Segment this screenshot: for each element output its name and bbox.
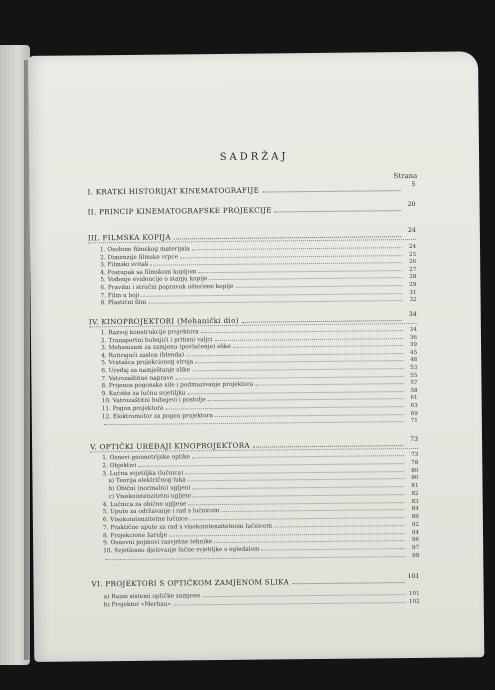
toc-entry-page: 27	[409, 266, 417, 273]
dot-leader	[186, 353, 403, 356]
toc-entry-text: 1. Osobine filmskog materijala	[100, 246, 190, 254]
toc-entry-text: 7. Praktične upute za rad s visokointenzitetnom lučnicom	[102, 523, 273, 531]
toc-entry-page: 39	[409, 342, 418, 349]
dot-leader	[195, 360, 403, 363]
dot-leader	[175, 376, 403, 379]
toc-entry-page: 78	[411, 459, 419, 466]
toc-title: SADRŽAJ	[219, 151, 289, 163]
dot-leader	[214, 338, 403, 341]
toc-entry-text: b) Obični (normalni) ugljeni	[108, 485, 191, 493]
toc-entry-page: 69	[410, 410, 418, 417]
toc-entry-text: a) Razni sistemi optičke zamjene	[103, 593, 201, 601]
toc-entry-text: 5. Vođenje evidencije o stanju kopije	[100, 276, 208, 284]
toc-entry-page: 84	[411, 506, 419, 513]
toc-entry-text: 10. Vatrozaštitni bubnjevi i postolje	[101, 397, 206, 405]
dot-leader	[274, 525, 405, 527]
dot-leader	[192, 247, 402, 250]
toc-section-row	[87, 200, 416, 217]
dot-leader	[188, 391, 404, 394]
toc-section-title: V. OPTIČKI UREĐAJI KINOPROJEKTORA	[90, 440, 250, 452]
dot-leader	[173, 602, 406, 605]
toc-entry-page: 82	[411, 490, 419, 497]
toc-entry-page: 34	[409, 326, 417, 334]
dot-leader	[208, 398, 404, 401]
toc-entry-page: 63	[410, 402, 418, 410]
dot-leader	[233, 345, 403, 348]
toc-entry-text: 11. Pogon projektora	[101, 405, 164, 413]
dot-leader	[221, 509, 404, 512]
dot-leader	[169, 533, 405, 536]
toc-section-title: III. FILMSKA KOPIJA	[87, 232, 171, 243]
toc-section-page: 34	[408, 310, 417, 319]
dot-leader	[262, 548, 406, 551]
toc-section-title: IV. KINOPROJEKTORI (Mehanički dio)	[88, 315, 239, 327]
toc-entry-page: 96	[411, 537, 420, 544]
toc-entry-text: 4. Postupak sa filmskom kopijom	[100, 269, 197, 277]
dot-leader	[255, 383, 403, 386]
toc-entry-page: 81	[411, 482, 419, 490]
toc-section-page: 24	[407, 226, 416, 235]
toc-section-row	[91, 572, 420, 589]
toc-entry-page: 58	[410, 387, 418, 394]
toc-entry-text: 10. Svjetlosno djelovanje lučne svjetiljke s ogledalom	[103, 546, 260, 555]
toc-section-row	[87, 180, 416, 197]
toc-entry-text: c) Visokointenzitetni ugljeni	[108, 493, 192, 500]
dot-leader	[150, 262, 402, 266]
toc-entry-text: 6. Visokointenzitetne lučnice	[102, 516, 188, 524]
toc-entry-page: 102	[409, 599, 420, 606]
toc-entry-text: 7. Vatrozaštitne naprave	[101, 375, 174, 382]
dot-leader	[262, 190, 400, 192]
dot-leader	[215, 414, 404, 417]
toc-entry-text: 9. Osnovni pojmovi rasvjetne tehnike	[103, 539, 213, 547]
toc-section-page: 20	[407, 200, 416, 209]
toc-section-title: VI. PROJEKTORI S OPTIČKOM ZAMJENOM SLIKA	[91, 577, 290, 589]
toc-entry-page: 61	[410, 395, 418, 402]
dot-leader	[201, 330, 403, 333]
toc-entry-page: 26	[409, 259, 417, 266]
toc-entry-page: 57	[410, 380, 418, 387]
toc-section-title: II. PRINCIP KINEMATOGRAFSKE PROJEKCIJE	[87, 205, 272, 217]
dot-leader	[188, 502, 404, 505]
toc-entry-row	[104, 599, 420, 610]
book-page	[28, 51, 484, 662]
toc-entry-page: 83	[411, 498, 419, 505]
toc-section-page: 73	[410, 435, 419, 444]
toc-entry-page: 29	[409, 281, 417, 289]
toc-entry-text: 2. Transportni bubnjići i pritisni valjci	[100, 336, 213, 344]
toc-entry-text: 6. Uređaj za namještanje slike	[101, 367, 191, 375]
toc-entry-text: 3. Lučna svjetiljka (lučnica)	[102, 469, 184, 477]
dot-leader	[199, 270, 403, 273]
toc-entry-page: 36	[409, 334, 418, 341]
toc-entry-page: 73	[411, 451, 419, 459]
toc-entry-page: 89	[411, 513, 419, 521]
dot-leader	[253, 445, 403, 448]
toc-section-title: I. KRATKI HISTORIJAT KINEMATOGRAFIJE	[87, 185, 260, 197]
toc-entry-text: 3. Mehanizam za zamjenu (povlačenje) slike	[101, 344, 231, 352]
dot-leader	[235, 285, 402, 288]
dot-leader	[105, 556, 405, 560]
dot-leader	[165, 406, 403, 409]
toc-entry-text: b) Projektor »Merhau«	[103, 601, 172, 609]
dot-leader	[214, 540, 405, 543]
toc-entry-text: 2. Objektivi	[102, 462, 137, 469]
toc-entry-page: 53	[410, 364, 418, 372]
toc-section-page: 101	[407, 572, 420, 581]
toc-entry-text: 5. Vratašca projekcionog stroja	[101, 359, 194, 367]
toc-entry-text: 6. Pravilni i stručni popravak oštećene kopije	[100, 283, 234, 292]
toc-entry-text: 1. Razvoj konstrukcije projektora	[100, 329, 199, 337]
dot-leader	[275, 210, 401, 212]
toc-entry-page: 97	[412, 544, 420, 552]
page-column-label: Strana	[393, 171, 418, 181]
toc-entry-text: 1. Osnovi geometrijske optike	[102, 454, 190, 462]
toc-entry-text: 5. Upute za održavanje i rad s lučnicom	[102, 508, 220, 516]
dot-leader	[292, 582, 404, 584]
dot-leader	[192, 455, 404, 458]
toc-entry-page: 24	[408, 243, 417, 251]
toc-entry-page: 25	[408, 251, 417, 258]
toc-entry-text: 4. Lučnica za obične ugljene	[102, 500, 187, 508]
dot-leader	[192, 368, 403, 371]
toc-entry-page: 28	[409, 274, 417, 281]
toc-entry-page: 92	[411, 521, 419, 528]
dot-leader	[202, 594, 405, 597]
toc-entry-text: 8. Plastični film	[100, 299, 147, 307]
toc-entry-page: 101	[408, 590, 420, 598]
toc-entry-text: 9. Kućište za lučnu svjetiljku	[101, 390, 186, 398]
dot-leader	[190, 517, 405, 520]
toc-entry-text: 2. Dimenzije filmske vrpce	[100, 254, 179, 261]
toc-section-page: 5	[411, 180, 416, 188]
toc-entry-text: 8. Projekcione žarulje	[102, 532, 168, 539]
dot-leader	[209, 277, 402, 280]
toc-entry-page: 45	[409, 349, 418, 356]
toc-entry-page: 32	[409, 297, 417, 304]
dot-leader	[192, 486, 404, 489]
dot-leader	[138, 463, 404, 467]
toc-entry-text: 7. Film u boji	[100, 292, 140, 299]
toc-entry-text: a) Teorija električnog luka	[108, 477, 186, 485]
dot-leader	[193, 494, 405, 497]
toc-entry-page: 99	[412, 552, 420, 559]
toc-entry-text: 8. Prijenos pogonske sile i podmazivanje projektora	[101, 381, 254, 390]
dot-leader	[185, 471, 404, 474]
toc-entry-page: 80	[411, 475, 419, 482]
dot-leader	[188, 478, 405, 481]
dot-leader	[148, 300, 402, 304]
toc-entry-text: 4. Rotirajući zaslon (blenda)	[101, 352, 185, 360]
dot-leader	[104, 421, 404, 425]
toc-entry-text: 3. Filmski svitak	[100, 261, 149, 269]
toc-entry-text: 12. Elektromotor za pogon projektora	[101, 412, 214, 420]
toc-entry-page: 31	[409, 289, 417, 296]
dot-leader	[141, 293, 402, 297]
dot-leader	[180, 255, 402, 258]
toc-entry-page: 71	[410, 418, 418, 425]
toc-entry-page: 94	[411, 529, 420, 536]
toc-entry-page: 48	[410, 357, 418, 364]
toc-entry-page: 55	[410, 372, 418, 379]
toc-entry-page: 80	[411, 467, 419, 474]
